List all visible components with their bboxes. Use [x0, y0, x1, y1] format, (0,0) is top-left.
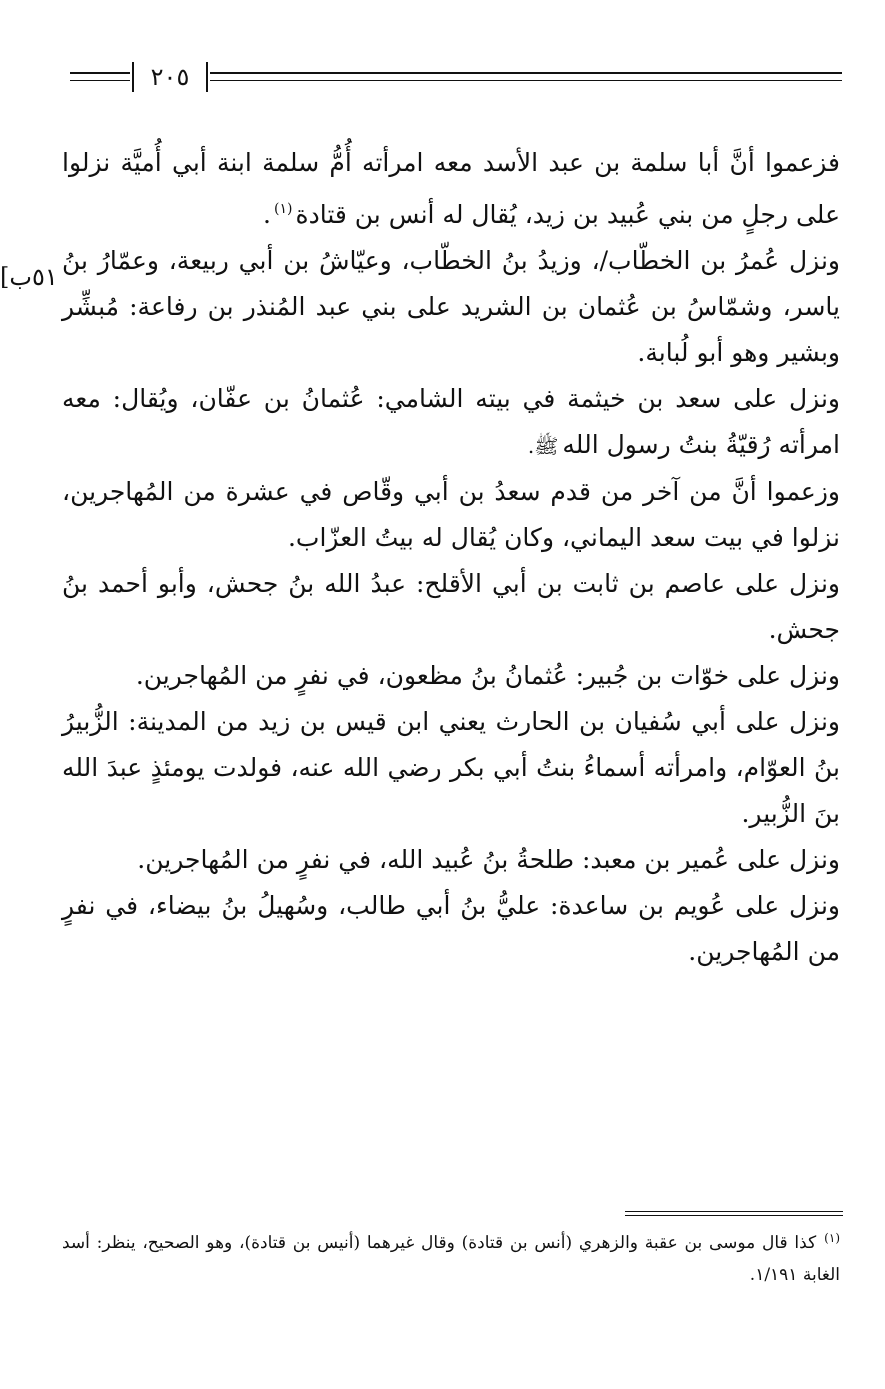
footnote-separator — [625, 1211, 843, 1216]
paragraph — [62, 238, 840, 376]
paragraph — [62, 469, 840, 561]
paragraph-text: ونزل على خوّات بن جُبير: عُثمانُ بنُ مظعون، في نفرٍ من المُهاجرين. — [135, 661, 840, 690]
folio-margin-note: [٥١ب — [0, 263, 58, 291]
paragraph-text: فزعموا أنَّ أبا سلمة بن عبد الأسد معه امرأته أُمُّ سلمة ابنة أبي أُميَّة نزلوا على رجلٍ من بني عُبيد بن زيد، يُقال له أنس بن قتادة — [62, 148, 840, 229]
paragraph-text: ونزل على عاصم بن ثابت بن أبي الأقلح: عبدُ الله بنُ جحش، وأبو أحمد بنُ جحش. — [62, 569, 840, 644]
footnote-reference[interactable]: (١) — [274, 201, 293, 217]
paragraph — [62, 561, 840, 653]
footnote — [62, 1222, 840, 1291]
header-rule-short — [70, 72, 130, 81]
paragraph — [62, 140, 840, 238]
paragraph — [62, 699, 840, 837]
footnote-text: كذا قال موسى بن عقبة والزهري (أنس بن قتادة) وقال غيرهما (أنيس بن قتادة)، وهو الصحيح، ينظر: أسد الغابة ١/١٩١. — [62, 1233, 840, 1285]
page-number: ٢٠٥ — [150, 63, 190, 91]
paragraph-text: وزعموا أنَّ من آخر من قدم سعدُ بن أبي وقّاص في عشرة من المُهاجرين، نزلوا في بيت سعد اليماني، وكان يُقال له بيتُ العزّاب. — [62, 477, 840, 552]
paragraph-text: ونزل على سعد بن خيثمة في بيته الشامي: عُثمانُ بن عفّان، ويُقال: معه امرأته رُقيّةُ بنتُ رسول الله — [62, 384, 840, 459]
paragraph-text: ونزل على عُمير بن معبد: طلحةُ بنُ عُبيد الله، في نفرٍ من المُهاجرين. — [137, 845, 840, 874]
salawat-glyph: ﷺ. — [527, 434, 559, 458]
paragraph — [62, 883, 840, 975]
paragraph-tail: . — [263, 200, 271, 229]
paragraph-text: ونزل على أبي سُفيان بن الحارث يعني ابن قيس بن زيد من المدينة: الزُّبيرُ بنُ العوّام، وامرأته أسماءُ بنتُ أبي بكر رضي الله عنه، فولدت يومئذٍ عبدَ الله بنَ الزُّبير. — [62, 707, 840, 828]
main-text — [62, 140, 840, 975]
header-rule-divider — [132, 62, 134, 92]
paragraph-text: ونزل على عُويم بن ساعدة: عليُّ بنُ أبي طالب، وسُهيلُ بنُ بيضاء، في نفرٍ من المُهاجرين. — [62, 891, 840, 966]
footnote-number: (١) — [824, 1231, 840, 1245]
footnotes — [62, 1222, 840, 1291]
header-rule-long — [210, 72, 842, 81]
paragraph-text: ونزل عُمرُ بن الخطّاب/، وزيدُ بنُ الخطّاب، وعيّاشُ بن أبي ربيعة، وعمّارُ بنُ ياسر، وشمّاسُ بن عُثمان بن الشريد على بني عبد المُنذر بن رفاعة: مُبشِّر وبشير وهو أبو لُبابة. — [62, 246, 840, 367]
paragraph — [62, 653, 840, 699]
page-header — [70, 62, 842, 92]
paragraph — [62, 837, 840, 883]
header-rule-divider — [206, 62, 208, 92]
paragraph — [62, 376, 840, 469]
